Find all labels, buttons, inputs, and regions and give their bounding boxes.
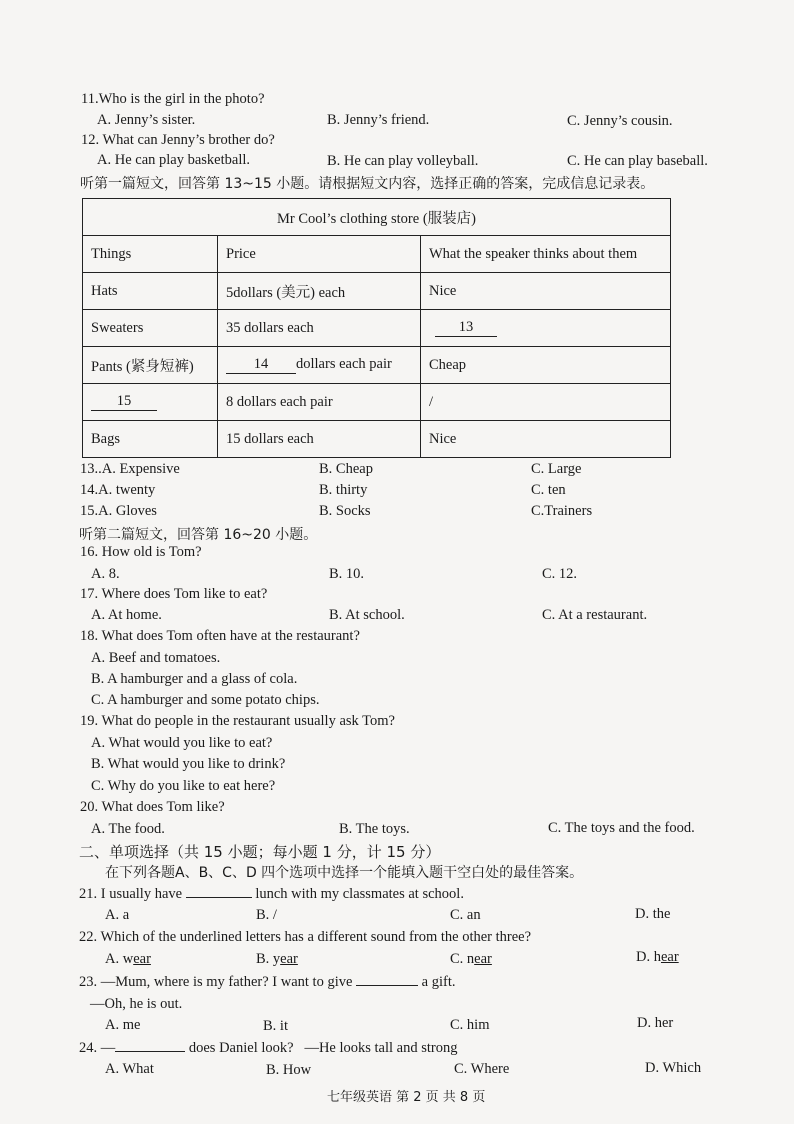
q18-option-c: C. A hamburger and some potato chips.	[91, 692, 320, 708]
q22-b-underlined: ear	[280, 951, 298, 967]
q21-option-b: B. /	[256, 907, 277, 923]
q22-d-underlined: ear	[660, 949, 679, 965]
q23-stem-post: a gift.	[421, 974, 456, 990]
q12-stem: 12. What can Jenny’s brother do?	[81, 132, 275, 148]
q23-blank[interactable]	[356, 985, 418, 986]
page-footer: 七年级英语 第 2 页 共 8 页	[327, 1090, 486, 1105]
header-things: Things	[83, 236, 218, 273]
q17-stem: 17. Where does Tom like to eat?	[80, 586, 268, 602]
q23-option-c: C. him	[450, 1017, 490, 1033]
q22-c-prefix: C. n	[450, 951, 475, 967]
cell-price: 5dollars (美元) each	[218, 273, 421, 310]
table-header-row	[83, 236, 671, 273]
q12-option-a: A. He can play basketball.	[97, 152, 251, 168]
q12-option-b: B. He can play volleyball.	[327, 153, 479, 169]
q23-option-a: A. me	[105, 1017, 141, 1033]
q23-reply: —Oh, he is out.	[90, 996, 183, 1012]
q16-stem: 16. How old is Tom?	[80, 544, 202, 560]
q16-option-b: B. 10.	[329, 566, 365, 582]
q12-option-c: C. He can play baseball.	[567, 153, 708, 169]
q22-option-c	[450, 951, 492, 968]
q17-option-c: C. At a restaurant.	[542, 607, 648, 623]
cell-thing: Bags	[83, 421, 218, 458]
section2-instruction: 听第二篇短文，回答第 16~20 小题。	[79, 527, 318, 543]
q20-option-b: B. The toys.	[339, 821, 410, 837]
q24-option-b: B. How	[266, 1062, 312, 1078]
cell-opinion: Cheap	[421, 347, 671, 384]
cell-thing	[83, 384, 218, 421]
q22-b-prefix: B. y	[256, 951, 281, 967]
q24-stem-mid: does Daniel look?	[188, 1040, 294, 1056]
q14-option-c: C. ten	[531, 482, 566, 498]
price-suffix: dollars each pair	[296, 356, 392, 372]
cell-price: 8 dollars each pair	[218, 384, 421, 421]
part2-instruction: 在下列各题A、B、C、D 四个选项中选择一个能填入题干空白处的最佳答案。	[105, 865, 584, 881]
table-row	[83, 310, 671, 347]
q18-option-a: A. Beef and tomatoes.	[91, 650, 221, 666]
q18-stem: 18. What does Tom often have at the restaurant?	[80, 628, 360, 644]
q20-option-c: C. The toys and the food.	[548, 820, 695, 836]
q21-stem-pre: 21. I usually have	[79, 886, 183, 902]
q15-option-b: B. Socks	[319, 503, 371, 519]
header-price: Price	[218, 236, 421, 273]
q20-option-a: A. The food.	[91, 821, 165, 837]
q19-stem: 19. What do people in the restaurant usually ask Tom?	[80, 713, 395, 729]
q18-option-b: B. A hamburger and a glass of cola.	[91, 671, 298, 687]
q13-option-c: C. Large	[531, 461, 582, 477]
q23-stem-pre: 23. —Mum, where is my father? I want to give	[79, 974, 353, 990]
q24-option-c: C. Where	[454, 1061, 510, 1077]
q23-stem	[79, 974, 456, 991]
cell-price: 15 dollars each	[218, 421, 421, 458]
q17-option-a: A. At home.	[91, 607, 162, 623]
cell-opinion	[421, 310, 671, 347]
q22-c-underlined: ear	[474, 951, 492, 967]
table-row	[83, 384, 671, 421]
q11-option-c: C. Jenny’s cousin.	[567, 113, 673, 129]
q21-option-a: A. a	[105, 907, 130, 923]
q19-option-a: A. What would you like to eat?	[91, 735, 273, 751]
cell-opinion: /	[421, 384, 671, 421]
q16-option-a: A. 8.	[91, 566, 120, 582]
table-row	[83, 347, 671, 384]
q23-option-d: D. her	[637, 1015, 674, 1031]
q19-option-b: B. What would you like to drink?	[91, 756, 286, 772]
q23-option-b: B. it	[263, 1018, 288, 1034]
q24-stem-post: —He looks tall and strong	[304, 1040, 458, 1056]
blank-14[interactable]: 14	[226, 356, 296, 374]
q22-option-d	[636, 949, 679, 966]
q22-stem: 22. Which of the underlined letters has a different sound from the other three?	[79, 929, 532, 945]
q22-a-underlined: ear	[133, 951, 151, 967]
table-row	[83, 273, 671, 310]
q21-stem-post: lunch with my classmates at school.	[255, 886, 464, 902]
q24-stem	[79, 1040, 458, 1057]
q21-option-c: C. an	[450, 907, 481, 923]
q14-option-b: B. thirty	[319, 482, 368, 498]
cell-thing: Pants (紧身短裤)	[83, 347, 218, 384]
clothing-store-table	[82, 198, 671, 458]
blank-13[interactable]: 13	[435, 319, 497, 337]
q13-option-a: 13..A. Expensive	[80, 461, 180, 477]
q11-option-a: A. Jenny’s sister.	[97, 112, 196, 128]
cell-opinion: Nice	[421, 273, 671, 310]
q17-option-b: B. At school.	[329, 607, 405, 623]
q22-option-b	[256, 951, 298, 968]
q15-option-c: C.Trainers	[531, 503, 593, 519]
q13-option-b: B. Cheap	[319, 461, 373, 477]
q11-stem: 11.Who is the girl in the photo?	[81, 91, 265, 107]
part2-heading: 二、单项选择（共 15 小题；每小题 1 分，计 15 分）	[79, 843, 441, 861]
cell-opinion: Nice	[421, 421, 671, 458]
q24-stem-pre: 24. —	[79, 1040, 116, 1056]
q21-option-d: D. the	[635, 906, 671, 922]
q22-d-prefix: D. h	[636, 949, 661, 965]
blank-15[interactable]: 15	[91, 393, 157, 411]
q20-stem: 20. What does Tom like?	[80, 799, 225, 815]
q16-option-c: C. 12.	[542, 566, 578, 582]
cell-price: 35 dollars each	[218, 310, 421, 347]
q22-option-a	[105, 951, 151, 968]
cell-thing: Sweaters	[83, 310, 218, 347]
q14-option-a: 14.A. twenty	[80, 482, 156, 498]
cell-price	[218, 347, 421, 384]
q24-option-a: A. What	[105, 1061, 154, 1077]
q11-option-b: B. Jenny’s friend.	[327, 112, 430, 128]
q21-stem	[79, 886, 464, 903]
q21-blank[interactable]	[186, 897, 252, 898]
table-title: Mr Cool’s clothing store (服装店)	[83, 199, 671, 236]
q19-option-c: C. Why do you like to eat here?	[91, 778, 276, 794]
section1-instruction: 听第一篇短文，回答第 13~15 小题。请根据短文内容，选择正确的答案，完成信息记录表。	[80, 176, 655, 192]
q22-a-prefix: A. w	[105, 951, 134, 967]
table-row	[83, 421, 671, 458]
cell-thing: Hats	[83, 273, 218, 310]
q15-option-a: 15.A. Gloves	[80, 503, 157, 519]
q24-option-d: D. Which	[645, 1060, 702, 1076]
q24-blank[interactable]	[115, 1051, 185, 1052]
header-opinion: What the speaker thinks about them	[421, 236, 671, 273]
